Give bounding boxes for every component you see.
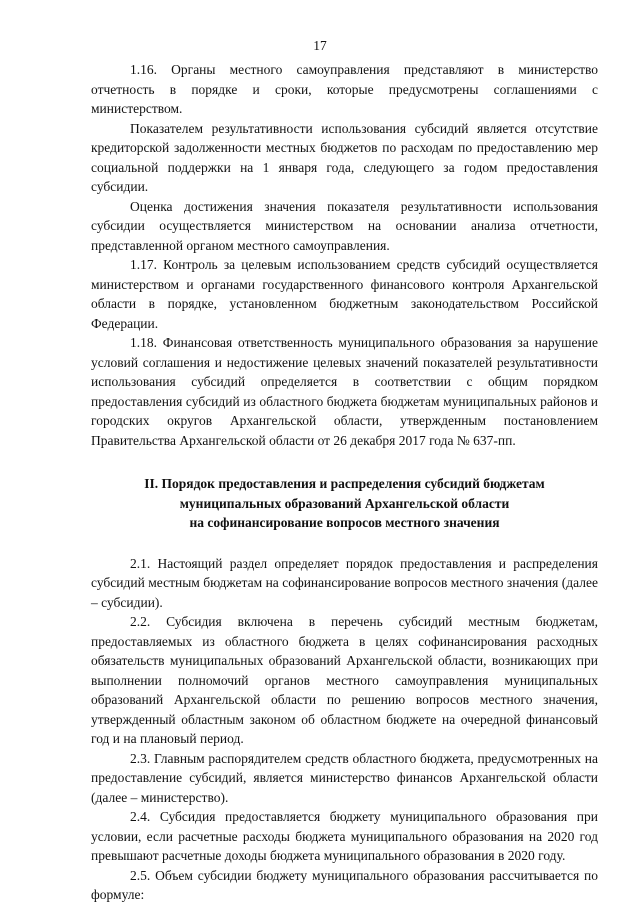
page-number: 17 (313, 38, 327, 53)
document-body (91, 60, 598, 905)
paragraph-2-4: 2.4. Субсидия предоставляется бюджету муниципального образования при условии, если расчетные расходы бюджета муниципального образования на 2020 год превышают расчетные доходы бюджета муниципального образования в 2020 году. (91, 809, 598, 863)
paragraph-2-2: 2.2. Субсидия включена в перечень субсидий местным бюджетам, предоставляемых из областного бюджета в целях софинансирования расходных обязательств муниципальных образований Архангельской области, возникающих при выполнении полномочий органов местного самоуправления муниципальных образований Архангельской области по решению вопросов местного значения, утвержденный областным законом об областном бюджете на очередной финансовый год и на плановый период. (91, 614, 598, 746)
paragraph-1-17: 1.17. Контроль за целевым использованием средств субсидий осуществляется министерством и органами государственного финансового контроля Архангельской области в порядке, установленном бюджетным законодательством Российской Федерации. (91, 257, 598, 331)
paragraph-1-16: 1.16. Органы местного самоуправления представляют в министерство отчетность в порядке и сроки, которые предусмотрены соглашениями с министерством. (91, 62, 598, 116)
section-heading-line-1: II. Порядок предоставления и распределения субсидий бюджетам (144, 476, 545, 491)
paragraph-effectiveness-indicator: Показателем результативности использования субсидий является отсутствие кредиторской задолженности местных бюджетов по расходам по предоставлению мер социальной поддержки на 1 января года, следующего за годом предоставления субсидии. (91, 120, 598, 194)
paragraph-evaluation: Оценка достижения значения показателя результативности использования субсидии осуществляется министерством на основании анализа отчетности, представленной органом местного самоуправления. (91, 198, 598, 253)
paragraph-2-5: 2.5. Объем субсидии бюджету муниципального образования рассчитывается по формуле: (91, 867, 598, 902)
paragraph-1-18: 1.18. Финансовая ответственность муниципального образования за нарушение условий соглашения и недостижение целевых значений показателей результативности использования субсидий определяется в соответствии с общим порядком предоставления субсидий из областного бюджета бюджетам муниципальных районов и городских округов Архангельской области, утвержденным постановлением Правительства Архангельской области от 26 декабря 2017 года № 637-пп. (91, 335, 598, 448)
section-heading-line-3: на софинансирование вопросов местного значения (189, 515, 500, 530)
section-heading-line-2: муниципальных образований Архангельской области (179, 495, 510, 511)
paragraph-2-3: 2.3. Главным распорядителем средств областного бюджета, предусмотренных на предоставление субсидий, является министерство финансов Архангельской области (далее – министерство). (91, 750, 598, 805)
section-heading (91, 474, 598, 533)
paragraph-2-1: 2.1. Настоящий раздел определяет порядок предоставления и распределения субсидий местным бюджетам на софинансирование вопросов местного значения (далее – субсидии). (91, 555, 598, 610)
